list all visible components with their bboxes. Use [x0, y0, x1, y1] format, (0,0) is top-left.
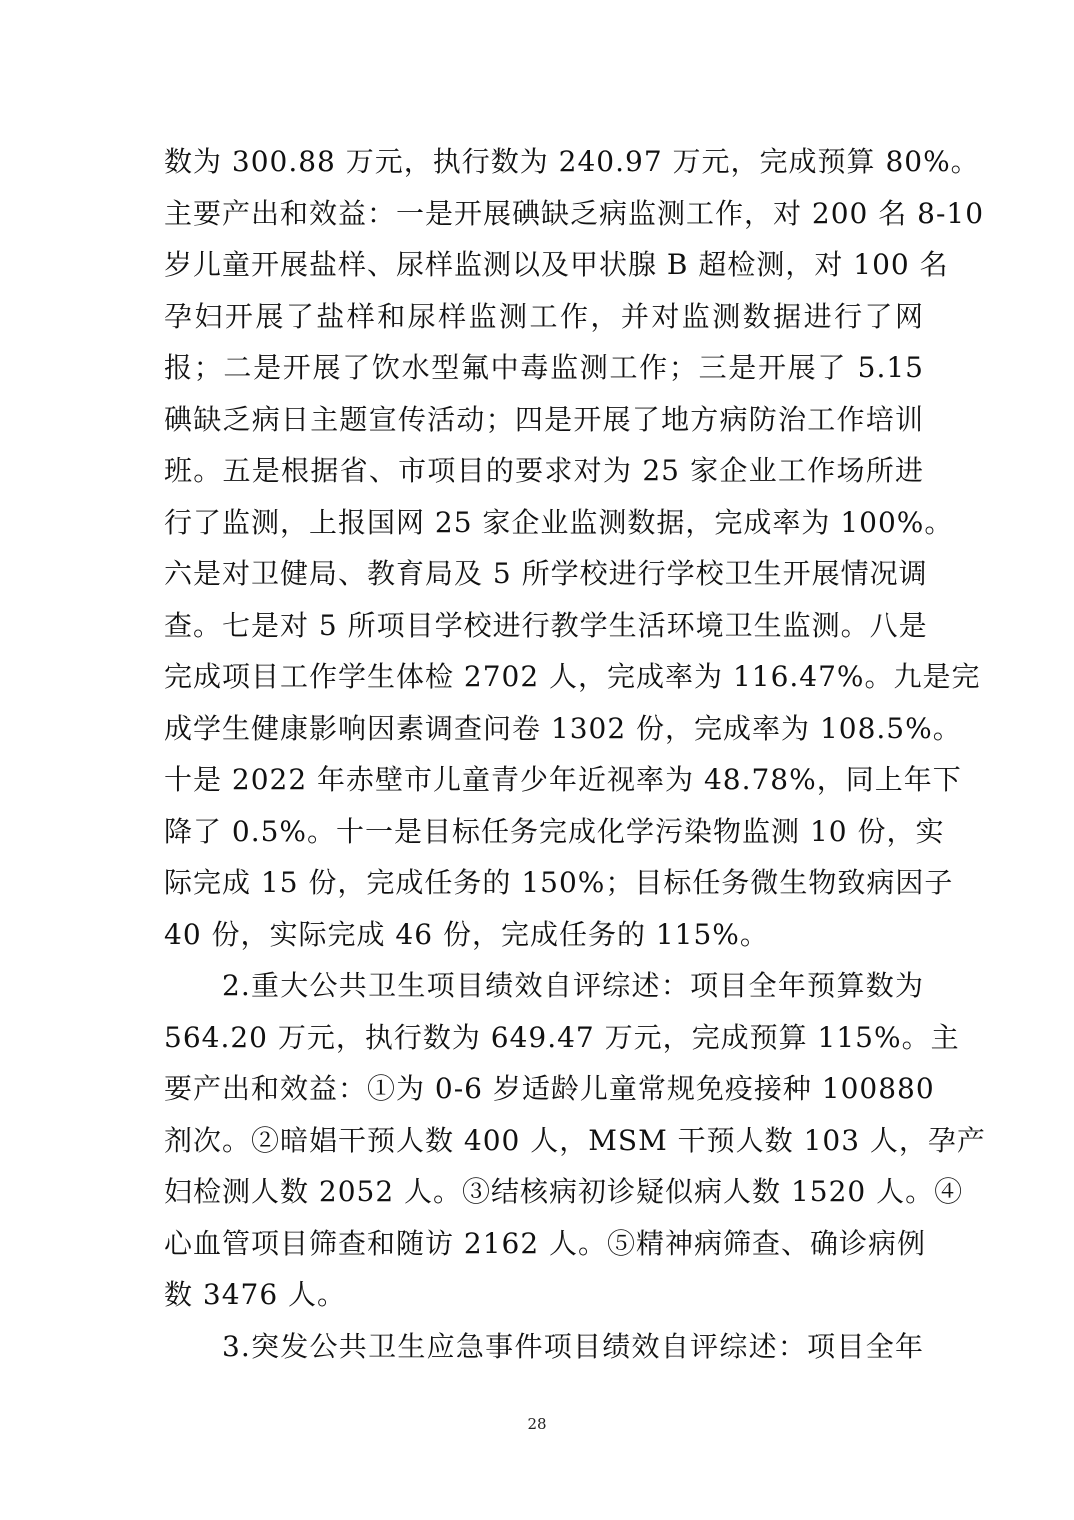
text-line: 六是对卫健局、教育局及 5 所学校进行学校卫生开展情况调: [164, 557, 928, 590]
body-text: [164, 136, 986, 1372]
text-line: 剂次。②暗娼干预人数 400 人，MSM 干预人数 103 人，孕产: [164, 1123, 986, 1157]
text-line: 查。七是对 5 所项目学校进行教学生活环境卫生监测。八是: [164, 608, 928, 642]
text-line: 行了监测，上报国网 25 家企业监测数据，完成率为 100%。: [164, 505, 954, 539]
text-line: 报；二是开展了饮水型氟中毒监测工作；三是开展了 5.15: [164, 351, 924, 384]
text-line: 主要产出和效益：一是开展碘缺乏病监测工作，对 200 名 8-10: [164, 196, 985, 230]
page-number: 28: [527, 1415, 547, 1433]
text-line: 完成项目工作学生体检 2702 人，完成率为 116.47%。九是完: [164, 660, 981, 693]
text-line: 碘缺乏病日主题宣传活动；四是开展了地方病防治工作培训: [164, 402, 924, 436]
text-line: 妇检测人数 2052 人。③结核病初诊疑似病人数 1520 人。④: [164, 1175, 964, 1208]
text-line: 降了 0.5%。十一是目标任务完成化学污染物监测 10 份，实: [164, 814, 945, 848]
text-line: 孕妇开展了盐样和尿样监测工作，并对监测数据进行了网: [164, 299, 924, 333]
text-line: 数为 300.88 万元，执行数为 240.97 万元，完成预算 80%。: [164, 145, 980, 178]
text-line: 数 3476 人。: [164, 1278, 347, 1311]
text-line: 十是 2022 年赤壁市儿童青少年近视率为 48.78%，同上年下: [164, 763, 962, 796]
text-line: 际完成 15 份，完成任务的 150%；目标任务微生物致病因子: [164, 866, 954, 899]
text-line: 成学生健康影响因素调查问卷 1302 份，完成率为 108.5%。: [164, 711, 962, 745]
text-line: 要产出和效益：①为 0-6 岁适龄儿童常规免疫接种 100880: [164, 1072, 935, 1105]
text-line: 岁儿童开展盐样、尿样监测以及甲状腺 B 超检测，对 100 名: [164, 248, 949, 281]
text-line: 564.20 万元，执行数为 649.47 万元，完成预算 115%。主: [164, 1020, 960, 1054]
text-line: 班。五是根据省、市项目的要求对为 25 家企业工作场所进: [164, 454, 924, 487]
section-heading-2: 2.重大公共卫生项目绩效自评综述：项目全年预算数为: [222, 969, 924, 1002]
text-line: 心血管项目筛查和随访 2162 人。⑤精神病筛查、确诊病例: [164, 1226, 927, 1260]
text-line: 40 份，实际完成 46 份，完成任务的 115%。: [164, 917, 769, 951]
section-heading-3: 3.突发公共卫生应急事件项目绩效自评综述：项目全年: [222, 1329, 924, 1363]
